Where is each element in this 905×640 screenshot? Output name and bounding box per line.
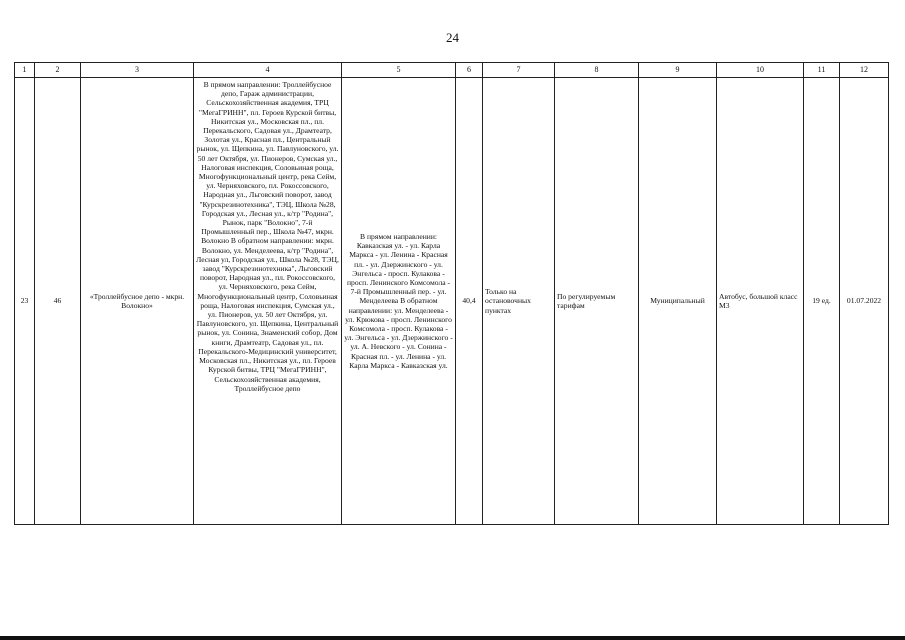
vehicle-count-cell: 19 ед. (804, 78, 840, 525)
table-header-row (15, 63, 889, 78)
header-cell-2: 2 (35, 63, 81, 78)
fare-type-cell: По регулируемым тарифам (555, 78, 639, 525)
table-row (15, 78, 889, 525)
header-cell-5: 5 (342, 63, 456, 78)
route-table (14, 62, 889, 525)
page-bottom-border (0, 636, 905, 640)
header-cell-1: 1 (15, 63, 35, 78)
header-cell-6: 6 (456, 63, 483, 78)
header-cell-8: 8 (555, 63, 639, 78)
route-name-cell: «Троллейбусное депо - мкрн. Волокно» (81, 78, 194, 525)
streets-list-cell: В прямом направлении: Кавказская ул. - ул. Карла Маркса - ул. Ленина - Красная пл. - ул. Дзержинского - ул. Энгельса - просп. Кулакова - просп. Ленинского Комсомола - 7-й Промышленный пер. - ул. Менделеева В обратном направлении: ул. Менделеева - ул. Крюкова - просп. Ленинского Комсомола - просп. Кулакова - ул. Энгельса - ул. Дзержинского - ул. А. Невского - ул. Сонина - Красная пл. - ул. Ленина - ул. Карла Маркса - Кавказская ул. (342, 78, 456, 525)
carrier-type-cell: Муниципальный (639, 78, 717, 525)
page-number: 24 (446, 30, 459, 45)
header-cell-4: 4 (194, 63, 342, 78)
header-cell-10: 10 (717, 63, 804, 78)
route-length-cell: 40,4 (456, 78, 483, 525)
route-index-cell: 23 (15, 78, 35, 525)
start-date-cell: 01.07.2022 (840, 78, 889, 525)
header-cell-9: 9 (639, 63, 717, 78)
header-cell-3: 3 (81, 63, 194, 78)
vehicle-class-cell: Автобус, большой класс М3 (717, 78, 804, 525)
header-cell-11: 11 (804, 63, 840, 78)
route-number-cell: 46 (35, 78, 81, 525)
header-cell-12: 12 (840, 63, 889, 78)
boarding-order-cell: Только на остановочных пунктах (483, 78, 555, 525)
stops-list-cell: В прямом направлении: Троллейбусное депо, Гараж администрации, Сельскохозяйственная академия, ТРЦ "МегаГРИНН", пл. Героев Курской битвы, Никитская ул., Московская пл., пл. Перекальского, Садовая ул., Драмтеатр, Золотая ул., Красная пл., Центральный рынок, ул. Щепкина, ул. Павлуновского, ул. 50 лет Октября, ул. Пионеров, Сумская ул., Налоговая инспекция, Соловьиная роща, Многофункциональный центр, река Сейм, ул. Черняховского, пл. Рокоссовского, Народная ул., Льговский поворот, завод "Курскрезинотехника", ТЭЦ, Школа №28, Городская ул., Лесная ул., к/тр "Родина", Рынок, парк "Волокно", 7-й Промышленный пер., Школа №47, мкрн. Волокно В обратном направлении: мкрн. Волокно, ул. Менделеева, к/тр "Родина", Лесная ул, Городская ул., Школа №28, ТЭЦ, завод "Курскрезинотехника", Льговский поворот, Народная ул., пл. Рокоссовского, ул. Черняховского, река Сейм, Многофункциональный центр, Соловьиная роща, Налоговая инспекция, Сумская ул., ул. Пионеров, ул. 50 лет Октября, ул. Павлуновского, ул. Щепкина, Центральный рынок, ул. Сонина, Знаменский собор, Дом книги, Драмтеатр, Садовая ул., пл. Перекальского-Медицинский университет, Московская пл., Никитская ул., пл. Героев Курской битвы, ТРЦ "МегаГРИНН", Сельскохозяйственная академия, Троллейбусное депо (194, 78, 342, 525)
header-cell-7: 7 (483, 63, 555, 78)
